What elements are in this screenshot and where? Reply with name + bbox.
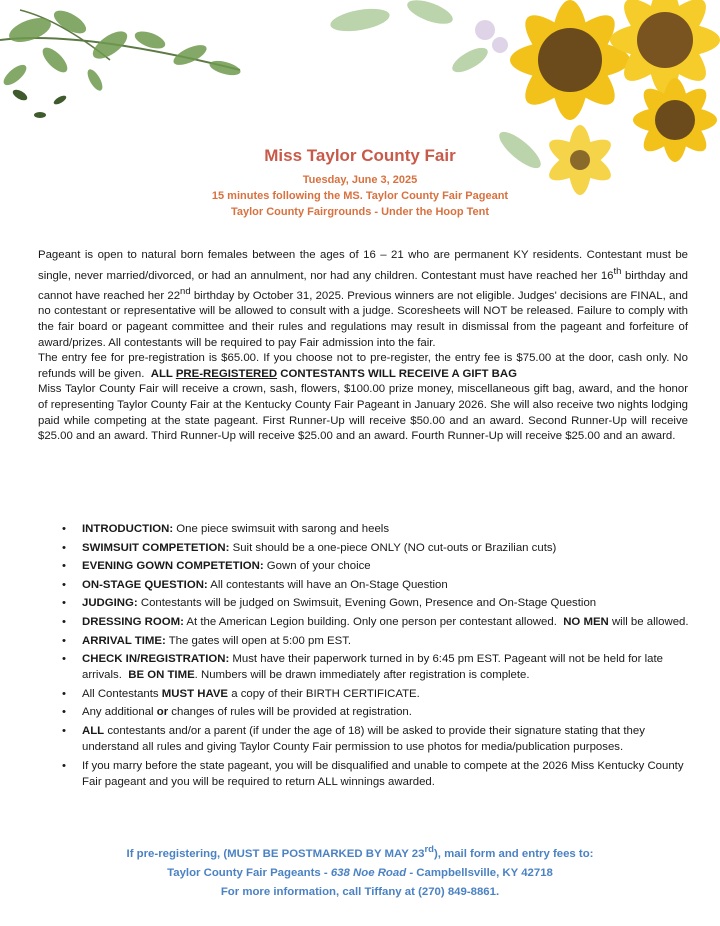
- list-item: • ALL contestants and/or a parent (if under the age of 18) will be asked to provide their signature stating that they understand all rules and giving Taylor County Fair permission to use photos for media/publication purposes.: [62, 724, 645, 753]
- rules-list: [62, 521, 692, 792]
- list-item: • ARRIVAL TIME: The gates will open at 5:00 pm EST.: [62, 634, 352, 647]
- mailing-address: Taylor County Fair Pageants - 638 Noe Road - Campbellsville, KY 42718: [167, 866, 553, 879]
- contact-phone: For more information, call Tiffany at (270) 849-8861.: [220, 885, 500, 898]
- leaf-branch-illustration: [0, 0, 260, 130]
- eligibility-paragraph: Pageant is open to natural born females between the ages of 16 – 21 who are permanent KY residents. Contestant must be single, never married/divorced, or had an annulment, nor had any children. Contestant must have reached her 16th birthday and cannot have reached her 22nd birthday by October 31, 2025. Previous winners are not eligible. Judges' decisions are FINAL, and no contestant or representative will be allowed to consult with a judge. Scoresheets will NOT be released. Failure to comply with the fair board or pageant committee and their rules and regulations may result in dismissal from the pageant and forfeiture of award/prizes. All contestants will be required to pay Fair admission into the fair.: [38, 249, 688, 349]
- event-header: [150, 146, 570, 220]
- sunflower-top: [610, 0, 720, 95]
- contact-footer: [80, 840, 640, 902]
- list-item: • All Contestants MUST HAVE a copy of their BIRTH CERTIFICATE.: [62, 687, 420, 700]
- gift-bag-notice: ALL PRE-REGISTERED CONTESTANTS WILL RECEIVE A GIFT BAG: [150, 367, 517, 380]
- event-time: 15 minutes following the MS. Taylor County Fair Pageant: [211, 190, 509, 202]
- mail-instructions: If pre-registering, (MUST BE POSTMARKED BY MAY 23rd), mail form and entry fees to:: [126, 844, 594, 860]
- event-date: Tuesday, June 3, 2025: [302, 174, 418, 186]
- event-location: Taylor County Fairgrounds - Under the Hoop Tent: [230, 206, 490, 218]
- list-item: • ON-STAGE QUESTION: All contestants will have an On-Stage Question: [62, 578, 448, 591]
- sunflower-small: [633, 78, 717, 162]
- rules-intro: [38, 248, 688, 445]
- list-item: • Any additional or changes of rules will be provided at registration.: [62, 706, 412, 719]
- prizes-paragraph: Miss Taylor County Fair will receive a crown, sash, flowers, $100.00 prize money, miscellaneous gift bag, award, and the honor of representing Taylor County Fair at the Kentucky County Fair Pageant in January 2026. She will also receive two nights lodging paid while competing at the state pageant. First Runner-Up will receive $50.00 and an award. Second Runner-Up will receive $25.00 and an award. Third Runner-Up will receive $25.00 and an award. Fourth Runner-Up will receive $25.00 and an award.: [38, 383, 688, 443]
- list-item: • DRESSING ROOM: At the American Legion building. Only one person per contestant allowed. NO MEN will be allowed.: [62, 615, 689, 628]
- list-item: • CHECK IN/REGISTRATION: Must have their paperwork turned in by 6:45 pm EST. Pageant will not be held for late arrivals. BE ON TIME. Numbers will be drawn immediately after registration is complete.: [62, 653, 663, 682]
- list-item: • JUDGING: Contestants will be judged on Swimsuit, Evening Gown, Presence and On-Stage Question: [62, 597, 597, 610]
- entry-fee-paragraph: The entry fee for pre-registration is $65.00. If you choose not to pre-register, the entry fee is $75.00 at the door, cash only. No refunds will be given. ALL PRE-REGISTERED CONTESTANTS WILL RECEIVE A GIFT BAG: [38, 352, 688, 380]
- sunflower-large: [510, 0, 630, 120]
- list-item: • INTRODUCTION: One piece swimsuit with sarong and heels: [62, 523, 390, 535]
- list-item: • SWIMSUIT COMPETETION: Suit should be a one-piece ONLY (NO cut-outs or Brazilian cuts): [62, 541, 557, 554]
- event-title: Miss Taylor County Fair: [264, 146, 456, 165]
- list-item: • EVENING GOWN COMPETETION: Gown of your choice: [62, 560, 371, 573]
- list-item: • If you marry before the state pageant, you will be disqualified and unable to compete at the 2026 Miss Kentucky County Fair pageant and you will be required to return ALL winnings awarded.: [62, 759, 684, 788]
